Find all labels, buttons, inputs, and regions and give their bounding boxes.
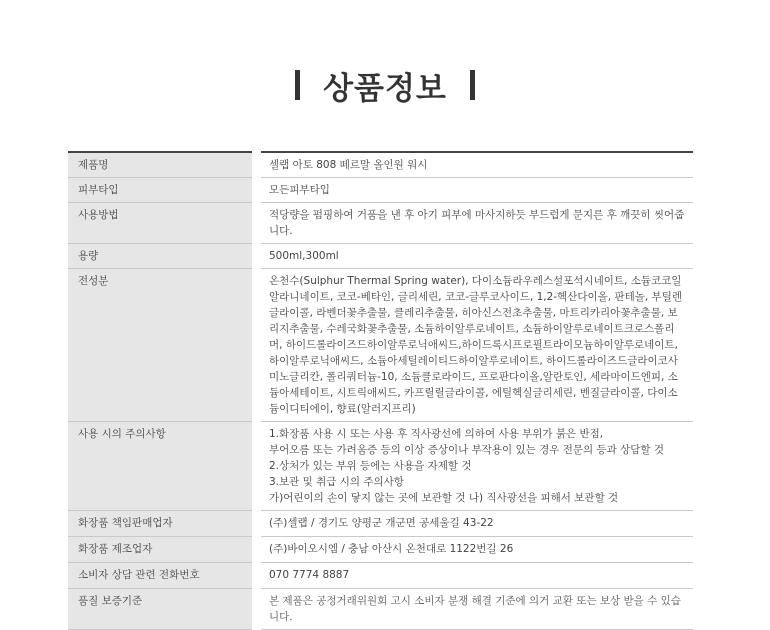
- row-label: 화장품 책임판매업자: [68, 511, 257, 537]
- title-right-bar: [470, 70, 475, 100]
- row-value: [257, 422, 694, 511]
- table-row: [68, 511, 693, 537]
- table-row: [68, 422, 693, 511]
- title-left-bar: [295, 70, 300, 100]
- row-value: 셀랩 아토 808 떼르말 올인원 워시: [257, 152, 694, 178]
- row-value: 500ml,300ml: [269, 250, 339, 262]
- row-value: (주)바이오시엠 / 충남 아산시 온천대로 1122번길 26: [269, 543, 514, 555]
- caution-line: 가)어린이의 손이 닿지 않는 곳에 보관할 것 나) 직사광선을 피해서 보관할 것: [269, 492, 619, 504]
- caution-line: 1.화장품 사용 시 또는 사용 후 직사광선에 의하여 사용 부위가 붉은 반점,: [269, 428, 604, 440]
- row-label: 사용 시의 주의사항: [68, 422, 257, 511]
- row-value: 본 제품은 공정거래위원회 고시 소비자 분쟁 해결 기준에 의거 교환 또는 보상 받을 수 있습니다.: [269, 595, 681, 623]
- row-label: 전성분: [68, 269, 257, 422]
- table-row: [68, 244, 693, 269]
- row-label: 사용방법: [68, 203, 257, 244]
- row-label: 품질 보증기준: [68, 589, 257, 630]
- row-value: 모든피부타입: [269, 184, 330, 196]
- row-label: 피부타입: [68, 178, 257, 203]
- row-label: 화장품 제조업자: [68, 537, 257, 563]
- table-row: [68, 203, 693, 244]
- caution-line: 2.상처가 있는 부위 등에는 사용을 자제할 것: [269, 460, 472, 472]
- row-value: 적당량을 펌핑하여 거품을 낸 후 아기 피부에 마사지하듯 부드럽게 문지른 후 깨끗히 씻어줍니다.: [269, 209, 685, 237]
- caution-line: 3.보관 및 취급 시의 주의사항: [269, 476, 404, 488]
- table-row: [68, 563, 693, 589]
- row-label: 용량: [68, 244, 257, 269]
- table-row: [68, 537, 693, 563]
- row-label: 소비자 상담 관련 전화번호: [68, 563, 257, 589]
- row-value: 온천수(Sulphur Thermal Spring water), 다이소듐라우레스설포석시네이트, 소듐코코일알라니네이트, 코코-베타인, 글리세린, 코코-글루코사이드, 1,2-헥산다이올, 판테놀, 부틸렌글라이콜, 라벤더꽃추출물, 클레리추출물, 히아신스전초추출물, 마트리카리아꽃추출물, 보리지추출물, 수레국화꽃추출물, 소듐하이알루로네이트, 소듐하이알루로네이트크로스폴리머, 하이드롤라이즈드하이알루로닉애씨드,하이드록시프로필트라이모늄하이알루로네이트, 하이알루로닉애씨드, 소듐아세틸레이티드하이알루로네이트, 하이드롤라이즈드글라이코사미노글리칸, 폴리쿼터늄-10, 소듐클로라이드, 프로판다이올,알란토인, 세라마이드엔피, 소듐아세테이트, 시트릭애씨드, 카프릴릴글라이콜, 에틸헥실글리세린, 벤질글라이콜, 다이소듐이디티에이, 향료(알러지프리): [269, 275, 682, 415]
- caution-line: 부어오름 또는 가려움증 등의 이상 증상이나 부작용이 있는 경우 전문의 등과 상담할 것: [269, 444, 665, 456]
- row-label: 제품명: [68, 152, 257, 178]
- table-row: [68, 178, 693, 203]
- product-info-table: [68, 151, 693, 630]
- page-title: 상품정보: [323, 70, 447, 107]
- row-value: (주)셀랩 / 경기도 양평군 개군면 공세울길 43-22: [269, 517, 494, 529]
- table-row: [68, 589, 693, 630]
- section-title: [0, 62, 770, 108]
- row-value: 070 7774 8887: [269, 569, 350, 581]
- table-row: [68, 269, 693, 422]
- table-row: [68, 152, 693, 178]
